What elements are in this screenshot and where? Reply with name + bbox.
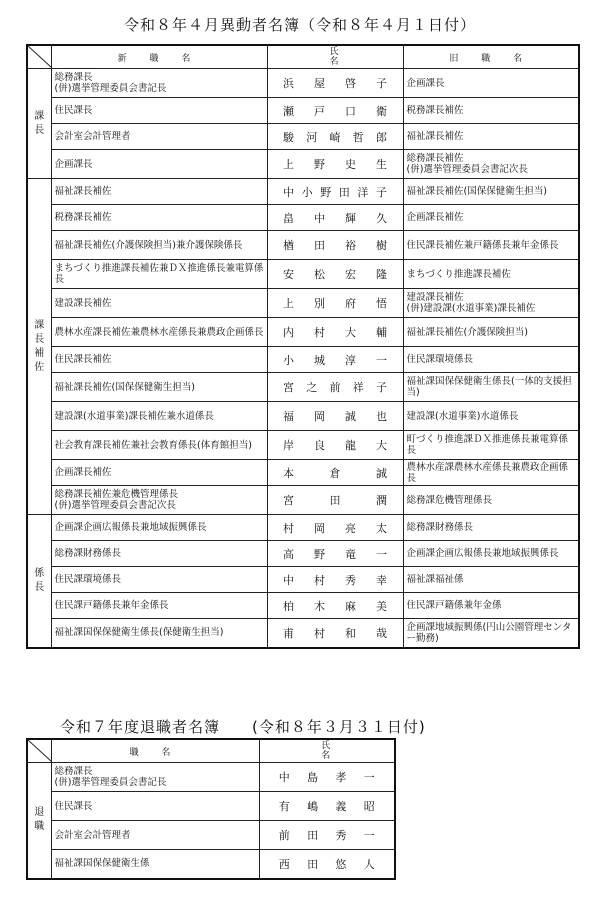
header-name-top: 氏: [321, 741, 333, 751]
diagonal-line: [28, 740, 51, 762]
person-name-text: 高 野 竜 一: [283, 547, 387, 561]
header-name: [259, 739, 395, 763]
old-position-cell: 福祉課長補佐(介護保険担当): [403, 318, 579, 347]
person-name-cell: [259, 850, 395, 879]
old-position-cell: 福祉課国保保健衛生係長(一体的支援担当): [403, 373, 579, 402]
group-label-text: 課長: [34, 110, 45, 136]
new-position-cell: 社会教育課長補佐兼社会教育係長(体育館担当): [51, 431, 267, 460]
person-name-text: 宮 田 潤: [283, 494, 387, 507]
header-old-position: 旧 職 名: [403, 45, 579, 69]
person-name-cell: [267, 124, 403, 150]
person-name-text: 中 島 孝 一: [278, 771, 375, 784]
old-position-cell: 福祉課長補佐(国保保健衛生担当): [403, 179, 579, 205]
retiree-table: [26, 738, 396, 880]
person-name-text: 安 松 宏 隆: [283, 268, 387, 281]
table-row: [27, 373, 579, 402]
new-position-cell: 福祉課国保保健衛生係長(保健衛生担当): [51, 619, 267, 648]
person-name-text: 楢 田 裕 樹: [283, 239, 387, 252]
position-cell: 会計室会計管理者: [51, 821, 259, 850]
table-header-row: [27, 45, 579, 69]
header-diagonal-cell: [27, 45, 51, 69]
person-name-text: 福 岡 誠 也: [283, 410, 387, 423]
old-position-cell: 税務課長補佐: [403, 98, 579, 124]
person-name-cell: [267, 373, 403, 402]
new-position-cell: 企画課長: [51, 150, 267, 179]
new-position-cell: 福祉課長補佐(国保保健衛生担当): [51, 373, 267, 402]
person-name-cell: [267, 98, 403, 124]
position-cell: 総務課長 (併)選挙管理委員会書記長: [51, 763, 259, 792]
table-header-row: [27, 739, 395, 763]
table-row: [27, 593, 579, 619]
person-name-cell: [267, 69, 403, 98]
person-name-cell: [259, 792, 395, 821]
new-position-cell: 農林水産課長補佐兼農林水産係長兼農政企画係長: [51, 318, 267, 347]
group-label: [27, 69, 51, 179]
table-row: [27, 260, 579, 289]
person-name-cell: [267, 593, 403, 619]
new-position-cell: 福祉課長補佐(介護保険担当)兼介護保険係長: [51, 231, 267, 260]
table-row: [27, 515, 579, 541]
group-label-text: 退職: [34, 807, 45, 833]
person-name-text: 畠 中 輝 久: [283, 211, 387, 225]
new-position-cell: 総務課長 (併)選挙管理委員会書記長: [51, 69, 267, 98]
old-position-cell: 建設課長補佐 (併)建設課(水道事業)課長補佐: [403, 289, 579, 318]
diagonal-line: [28, 46, 51, 68]
table-row: [27, 567, 579, 593]
person-name-text: 村 岡 亮 太: [283, 521, 387, 535]
position-cell: 福祉課国保保健衛生係: [51, 850, 259, 879]
new-position-cell: 建設課(水道事業)課長補佐兼水道係長: [51, 402, 267, 431]
new-position-cell: 税務課長補佐: [51, 205, 267, 231]
transfer-table-body: [27, 69, 579, 648]
group-label: [27, 763, 51, 879]
person-name-cell: [267, 231, 403, 260]
header-new-position: 新 職 名: [51, 45, 267, 69]
person-name-cell: [267, 619, 403, 648]
table-row: [27, 124, 579, 150]
person-name-cell: [259, 821, 395, 850]
old-position-cell: 総務課危機管理係長: [403, 486, 579, 515]
person-name-cell: [267, 347, 403, 373]
header-name-bottom: 名: [329, 57, 341, 67]
old-position-cell: 住民課環境係長: [403, 347, 579, 373]
table-row: [27, 821, 395, 850]
old-position-cell: 農林水産課農林水産係長兼農政企画係長: [403, 460, 579, 486]
person-name-text: 内 村 大 輔: [283, 326, 387, 339]
person-name-text: 瀬 戸 口 衛: [283, 104, 387, 118]
person-name-cell: [267, 515, 403, 541]
old-position-cell: 総務課財務係長: [403, 515, 579, 541]
person-name-cell: [267, 402, 403, 431]
person-name-text: 有 嶋 義 昭: [278, 800, 375, 813]
person-name-text: 西 田 悠 人: [278, 857, 375, 871]
header-name-top: 氏: [329, 47, 341, 57]
person-name-text: 柏 木 麻 美: [283, 599, 387, 613]
person-name-text: 前 田 秀 一: [278, 829, 375, 842]
old-position-cell: 企画課長: [403, 69, 579, 98]
old-position-cell: 福祉課福祉係: [403, 567, 579, 593]
new-position-cell: 住民課長補佐: [51, 347, 267, 373]
person-name-text: 上 野 史 生: [283, 158, 387, 171]
person-name-text: 小 城 淳 一: [283, 353, 387, 367]
retiree-table-body: [27, 763, 395, 879]
person-name-text: 上 別 府 悟: [283, 297, 387, 310]
old-position-cell: 建設課(水道事業)水道係長: [403, 402, 579, 431]
table-row: [27, 179, 579, 205]
new-position-cell: 住民課環境係長: [51, 567, 267, 593]
new-position-cell: 会計室会計管理者: [51, 124, 267, 150]
person-name-cell: [267, 486, 403, 515]
table-row: [27, 850, 395, 879]
person-name-cell: [259, 763, 395, 792]
transfer-list-title: 令和８年４月異動者名簿（令和８年４月１日付）: [123, 16, 476, 34]
person-name-cell: [267, 179, 403, 205]
table-row: [27, 231, 579, 260]
person-name-text: 浜 屋 啓 子: [283, 77, 387, 90]
new-position-cell: 福祉課長補佐: [51, 179, 267, 205]
table-row: [27, 486, 579, 515]
person-name-text: 宮 之 前 祥 子: [283, 381, 387, 394]
group-label: [27, 179, 51, 515]
table-row: [27, 402, 579, 431]
group-label-text: 課長補佐: [34, 319, 45, 373]
person-name-cell: [267, 205, 403, 231]
person-name-cell: [267, 460, 403, 486]
old-position-cell: 企画課長補佐: [403, 205, 579, 231]
group-label-text: 係長: [34, 567, 45, 593]
header-position: 職 名: [51, 739, 259, 763]
person-name-text: 駿 河 崎 哲 郎: [283, 130, 387, 144]
header-name: [267, 45, 403, 69]
group-label: [27, 515, 51, 648]
old-position-cell: 町づくり推進課ＤＸ推進係長兼電算係長: [403, 431, 579, 460]
old-position-cell: 企画課地域振興係(円山公園管理センター勤務): [403, 619, 579, 648]
old-position-cell: 福祉課長補佐: [403, 124, 579, 150]
person-name-cell: [267, 541, 403, 567]
new-position-cell: 住民課長: [51, 98, 267, 124]
table-row: [27, 69, 579, 98]
new-position-cell: 建設課長補佐: [51, 289, 267, 318]
table-row: [27, 541, 579, 567]
table-row: [27, 289, 579, 318]
table-row: [27, 347, 579, 373]
old-position-cell: 住民課長補佐兼戸籍係長兼年金係長: [403, 231, 579, 260]
table-row: [27, 205, 579, 231]
new-position-cell: まちづくり推進課長補佐兼ＤＸ推進係長兼電算係長: [51, 260, 267, 289]
transfer-table: [26, 44, 580, 649]
new-position-cell: 総務課長補佐兼危機管理係長 (併)選挙管理委員会書記次長: [51, 486, 267, 515]
person-name-text: 本 倉 誠: [283, 466, 387, 480]
person-name-text: 甫 村 和 哉: [283, 626, 387, 640]
old-position-cell: 総務課長補佐 (併)選挙管理委員会書記次長: [403, 150, 579, 179]
person-name-cell: [267, 318, 403, 347]
table-row: [27, 619, 579, 648]
table-row: [27, 763, 395, 792]
position-cell: 住民課長: [51, 792, 259, 821]
header-name-bottom: 名: [321, 751, 333, 761]
person-name-cell: [267, 289, 403, 318]
new-position-cell: 企画課企画広報係長兼地域振興係長: [51, 515, 267, 541]
person-name-cell: [267, 150, 403, 179]
table-row: [27, 792, 395, 821]
person-name-text: 岸 良 龍 大: [283, 439, 387, 452]
person-name-cell: [267, 567, 403, 593]
old-position-cell: 住民課戸籍係兼年金係: [403, 593, 579, 619]
person-name-cell: [267, 260, 403, 289]
new-position-cell: 総務課財務係長: [51, 541, 267, 567]
retiree-list-title: 令和７年度退職者名簿 (令和８年３月３１日付): [60, 718, 426, 736]
person-name-text: 中 小 野 田 洋 子: [283, 185, 387, 199]
table-row: [27, 98, 579, 124]
old-position-cell: まちづくり推進課長補佐: [403, 260, 579, 289]
table-row: [27, 460, 579, 486]
header-diagonal-cell: [27, 739, 51, 763]
old-position-cell: 企画課企画広報係長兼地域振興係長: [403, 541, 579, 567]
new-position-cell: 住民課戸籍係長兼年金係長: [51, 593, 267, 619]
table-row: [27, 431, 579, 460]
new-position-cell: 企画課長補佐: [51, 460, 267, 486]
table-row: [27, 318, 579, 347]
person-name-text: 中 村 秀 幸: [283, 573, 387, 587]
table-row: [27, 150, 579, 179]
person-name-cell: [267, 431, 403, 460]
